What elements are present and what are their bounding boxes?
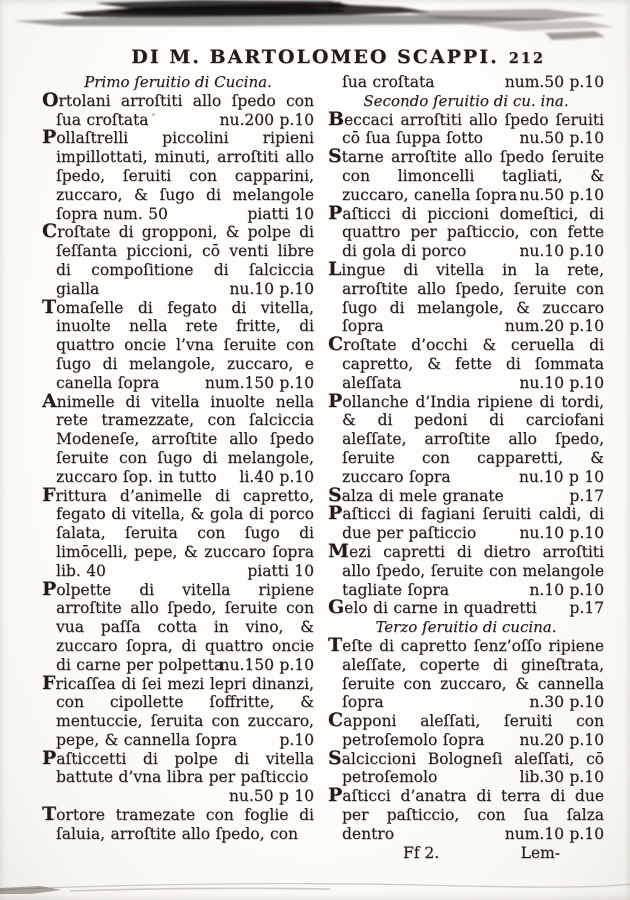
entry-initial: P: [328, 204, 343, 224]
entry-ref: piatti 10: [247, 561, 314, 580]
entry-initial: P: [328, 392, 343, 412]
section-heading: Terzo ſeruitio di cucina.: [375, 618, 557, 637]
ink-smudge-top: [0, 0, 630, 48]
section-heading: Primo ſeruitio di Cucina.: [84, 73, 272, 91]
entry-initial: F: [42, 674, 56, 694]
entry-initial: C: [328, 336, 344, 356]
text-columns: [42, 73, 604, 862]
menu-entry: ſua croſtata num.50 p.10: [342, 73, 604, 91]
menu-entry: Starne arroſtite allo ſpedo ſeruite con limoncelli tagliati, & zuccaro, canella ſopra nu.50 p.10: [328, 148, 604, 204]
gathering-signature: Ff 2.: [403, 843, 440, 862]
entry-initial: S: [328, 749, 342, 769]
menu-entry: Ortolani arroſtiti allo ſpedo con ſua croſtata nu.200 p.10: [42, 92, 314, 130]
running-title: DI M. BARTOLOMEO SCAPPI.: [131, 46, 499, 68]
text-column-left: [42, 73, 314, 862]
entry-initial: A: [42, 392, 57, 412]
entry-initial: S: [328, 148, 342, 168]
entry-ref: nu.10 p.10: [229, 279, 314, 298]
menu-entry: Teſte di capretto ſenz’oſſo ripiene aleſſate, coperte di gineſtrata, ſeruite con zuccaro, & cannella ſopra n.30 p.10: [328, 637, 604, 712]
entry-initial: P: [42, 129, 57, 149]
entry-ref: nu.10 p.10: [519, 524, 604, 543]
entry-ref: p.17: [569, 486, 604, 505]
entry-ref: p.17: [569, 599, 604, 618]
menu-entry: Polpette di vitella ripiene arroſtite allo ſpedo, ſeruite con vua paſſa cotta in vino, & zuccaro ſopra, di quattro oncie di carne per polpetta nu.150 p.10: [42, 581, 314, 675]
entry-initial: P: [328, 787, 343, 807]
page-bottom-edge: [0, 876, 630, 900]
entry-ref: nu.50 p.10: [519, 185, 604, 204]
entry-ref: num.150 p.10: [204, 373, 314, 392]
menu-entry: Animelle di vitella inuolte nella rete tramezzate, con ſalciccia Modeneſe, arroſtite allo ſpedo ſeruite con ſugo di melangole, zuccaro ſop. in tutto li.40 p.10: [42, 393, 314, 487]
entry-ref: n.10 p.10: [529, 580, 604, 599]
menu-entry: Salciccioni Bologneſi aleſſati, cō petroſemolo lib.30 p.10: [328, 750, 604, 788]
menu-entry: Croſtate d’occhi & ceruella di capretto, & fette di ſommata aleſſata nu.10 p.10: [328, 336, 604, 392]
entry-ref: num.50 p.10: [504, 73, 604, 91]
entry-ref: nu.50 p 10: [228, 787, 314, 806]
page-number: 212: [508, 50, 545, 67]
menu-entry: Capponi aleſſati, ſeruiti con petroſemolo ſopra nu.20 p.10: [328, 712, 604, 750]
menu-entry: Frittura d’animelle di capretto, fegato di vitella, & gola di porco ſalata, ſeruita con ſugo di limōcelli, pepe, & zuccaro ſopra lib. 40 piatti 10: [42, 487, 314, 581]
menu-entry: Pollaſtrelli piccolini ripieni impillottati, minuti, arroſtiti allo ſpedo, ſeruiti con capparini, zuccaro, & ſugo di melangole ſopra num. 50 piatti 10: [42, 129, 314, 223]
entry-initial: O: [42, 91, 59, 111]
entry-initial: C: [42, 223, 58, 243]
menu-entry: Gelo di carne in quadretti p.17: [328, 599, 604, 618]
entry-ref: n.30 p.10: [529, 693, 604, 712]
entry-initial: P: [328, 505, 343, 525]
entry-ref: nu.10 p 10: [518, 467, 604, 486]
menu-entry: Croſtate di gropponi, & polpe di ſeſſanta piccioni, cō venti libre di compoſitione di ſalciccia gialla nu.10 p.10: [42, 223, 314, 298]
menu-entry: Pollanche d’India ripiene di tordi, & di pedoni di carciofani aleſſate, arroſtite allo ſpedo, ſeruite con capparetti, & zuccaro ſopra nu.10 p 10: [328, 393, 604, 487]
entry-ref: num.10 p.10: [504, 824, 604, 843]
menu-entry: Paſticci d’anatra di terra di due per paſticcio, con ſua ſalza dentro num.10 p.10: [328, 787, 604, 843]
menu-entry: Beccaci arroſtiti allo ſpedo ſeruiti cō ſua ſuppa ſotto nu.50 p.10: [328, 111, 604, 149]
entry-ref: nu.10 p.10: [519, 242, 604, 261]
menu-entry: Tomaſelle di fegato di vitella, inuolte nella rete fritte, di quattro oncie l’vna ſeruite con ſugo di melangole, zuccaro, e canella ſopra num.150 p.10: [42, 299, 314, 393]
entry-ref: num.20 p.10: [504, 317, 604, 336]
menu-entry: Paſticci di fagiani ſeruiti caldi, di due per paſticcio nu.10 p.10: [328, 505, 604, 543]
section-heading: Secondo ſeruitio di cu. ina.: [363, 91, 569, 110]
menu-entry: Paſticci di piccioni domeſtici, di quattro per paſticcio, con fette di gola di porco nu.10 p.10: [328, 205, 604, 261]
entry-initial: S: [328, 486, 342, 506]
catchword: Lem-: [520, 843, 560, 862]
entry-ref: nu.50 p.10: [519, 129, 604, 148]
entry-initial: B: [328, 110, 344, 130]
text-column-right: [328, 73, 604, 862]
menu-entry: Mezi capretti di dietro arroſtiti allo ſpedo, ſeruite con melangole tagliate ſopra n.10 p.10: [328, 543, 604, 599]
entry-initial: G: [328, 599, 345, 619]
signature-row: [328, 844, 604, 863]
entry-initial: T: [328, 636, 343, 656]
entry-ref: nu.200 p.10: [219, 110, 314, 129]
entry-ref: lib.30 p.10: [519, 768, 604, 787]
menu-entry: Lingue di vitella in la rete, arroſtite allo ſpedo, ſeruite con ſugo di melangole, & zuccaro ſopra num.20 p.10: [328, 261, 604, 336]
entry-ref: nu.20 p.10: [519, 730, 604, 749]
entry-ref: nu.150 p.10: [219, 655, 314, 674]
entry-initial: L: [328, 260, 342, 280]
entry-initial: P: [42, 749, 57, 769]
entry-initial: C: [328, 712, 344, 732]
entry-ref: nu.10 p.10: [519, 373, 604, 392]
entry-ref: li.40 p.10: [239, 467, 314, 486]
entry-initial: T: [42, 298, 57, 318]
entry-initial: F: [42, 486, 56, 506]
entry-initial: P: [42, 580, 57, 600]
entry-initial: M: [328, 542, 349, 562]
entry-initial: T: [42, 806, 57, 826]
menu-entry: Tortore tramezate con foglie di ſaluia, arroſtite allo ſpedo, con: [42, 806, 314, 844]
menu-entry: Fricaſſea di ſei mezi lepri dinanzi, con cipollette ſoffritte, & mentuccie, ſeruita con zuccaro, pepe, & cannella ſopra p.10: [42, 675, 314, 750]
menu-entry: Salza di mele granate p.17: [328, 487, 604, 506]
menu-entry: Paſticcetti di polpe di vitella battute d’vna libra per paſticcio nu.50 p 10: [42, 750, 314, 806]
entry-ref: piatti 10: [247, 204, 314, 223]
entry-ref: p.10: [279, 730, 314, 749]
